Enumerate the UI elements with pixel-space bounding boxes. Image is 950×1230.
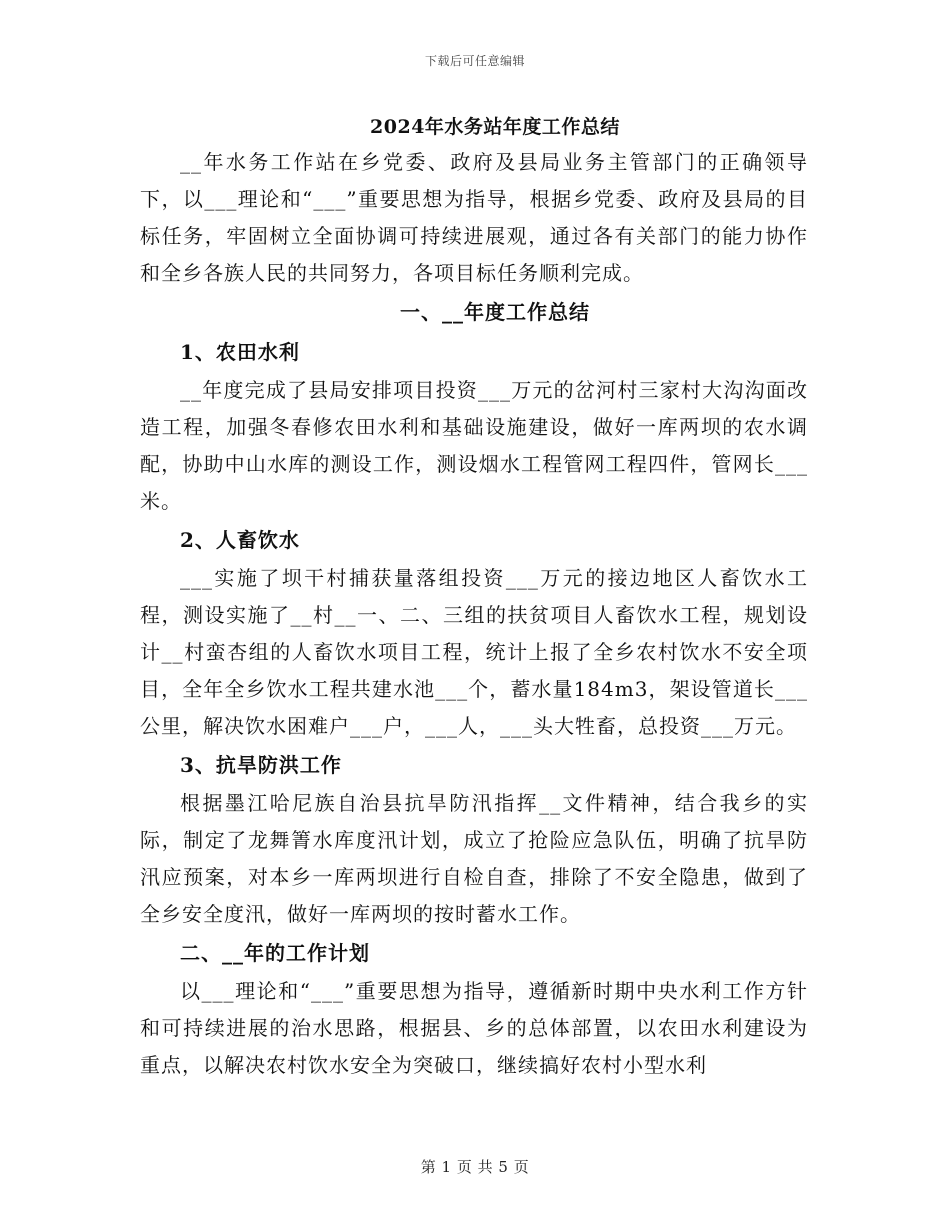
section-2-text: 以___理论和“___”重要思想为指导，遵循新时期中央水利工作方针和可持续进展的治水思路，根据县、乡的总体部置，以农田水利建设为重点，以解决农村饮水安全为突破口，继续搞好农村小型水利 <box>140 979 808 1077</box>
document-title: 2024年水务站年度工作总结 <box>370 116 620 138</box>
intro-paragraph: __年水务工作站在乡党委、政府及县局业务主管部门的正确领导下，以___理论和“___”重要思想为指导，根据乡党委、政府及县局的目标任务，牢固树立全面协调可持续进展观，通过各有关部门的能力协作和全乡各族人民的共同努力，各项目标任务顺利完成。 <box>140 150 808 285</box>
section-2-heading: 二、__年的工作计划 <box>180 941 370 965</box>
subsection-farmland-text: __年度完成了县局安排项目投资___万元的岔河村三家村大沟沟面改造工程，加强冬春修农田水利和基础设施建设，做好一库两坝的农水调配，协助中山水库的测设工作，测设烟水工程管网工程四件，管网长___米。 <box>140 378 808 513</box>
page-number: 第 1 页 共 5 页 <box>420 1158 530 1176</box>
subsection-drought-flood-text: 根据墨江哈尼族自治县抗旱防汛指挥__文件精神，结合我乡的实际，制定了龙舞箐水库度汛计划，成立了抢险应急队伍，明确了抗旱防汛应预案，对本乡一库两坝进行自检自查，排除了不安全隐患，做到了全乡安全度汛，做好一库两坝的按时蓄水工作。 <box>140 791 808 926</box>
section-1-heading: 一、__年度工作总结 <box>400 300 590 324</box>
subsection-farmland-heading: 1、农田水利 <box>180 340 300 364</box>
subsection-drinking-water-heading: 2、人畜饮水 <box>180 528 300 552</box>
subsection-drought-flood-heading: 3、抗旱防洪工作 <box>180 753 342 777</box>
subsection-drinking-water-text: ___实施了坝干村捕获量落组投资___万元的接边地区人畜饮水工程，测设实施了__村__一、二、三组的扶贫项目人畜饮水工程，规划设计__村蛮杏组的人畜饮水项目工程，统计上报了全乡农村饮水不安全项目，全年全乡饮水工程共建水池___个，蓄水量184m3，架设管道长___公里，解决饮水困难户___户，___人，___头大牲畜，总投资___万元。 <box>140 566 808 738</box>
header-note: 下载后可任意编辑 <box>424 54 525 68</box>
document-body <box>140 112 808 1084</box>
